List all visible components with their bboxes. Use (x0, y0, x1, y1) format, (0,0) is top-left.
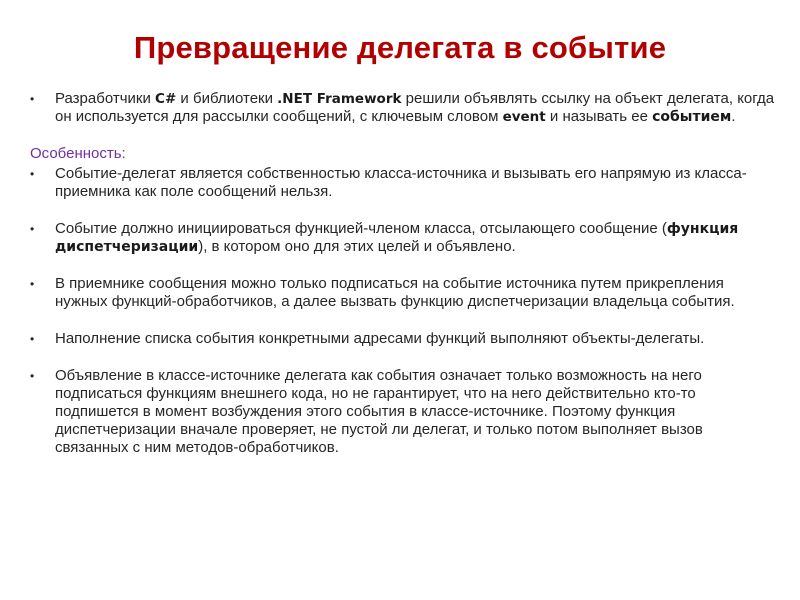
slide-body (30, 90, 780, 476)
bullet-icon: • (30, 92, 35, 106)
keyword-dispatch-function: функция диспетчеризации (55, 221, 739, 255)
slide-title: Превращение делегата в событие (133, 30, 667, 65)
feature-bullet (30, 165, 780, 201)
keyword-csharp: C# (155, 91, 177, 107)
feature-text: В приемнике сообщения можно только подписаться на событие источника путем прикрепления нужных функций-обработчиков, а далее вызвать функцию диспетчеризации владельца события. (55, 275, 735, 310)
keyword-sobytiem: событием (652, 109, 732, 125)
bullet-icon: • (30, 332, 35, 346)
intro-text-1: Разработчики (55, 90, 156, 107)
feature-bullet (30, 367, 780, 457)
intro-text-2: и библиотеки (176, 90, 278, 107)
intro-bullet (30, 90, 780, 126)
bullet-icon: • (30, 277, 35, 291)
intro-text-4: и называть ее (545, 108, 653, 125)
feature-text: Объявление в классе-источнике делегата как события означает только возможность на него подписаться функциям внешнего кода, но не гарантирует, что на него действительно кто-то подпишется в момент возбуждения этого события в классе-источнике. Поэтому функция диспетчеризации вначале проверяет, не пустой ли делегат, и только потом выполняет вызов связанных с ним методов-обработчиков. (55, 367, 703, 456)
intro-text-3: решили объявлять ссылку на объект делегата, когда он используется для рассылки сообщений, с ключевым словом (55, 90, 775, 125)
section-label-feature: Особенность: (30, 145, 126, 162)
bullet-icon: • (30, 369, 35, 383)
bullet-icon: • (30, 167, 35, 181)
feature-bullet (30, 275, 780, 311)
feature-text: Событие-делегат является собственностью класса-источника и вызывать его напрямую из класса-приемника как поле сообщений нельзя. (55, 165, 747, 200)
feature-bullet (30, 330, 780, 348)
bullet-icon: • (30, 222, 35, 236)
feature-text: Наполнение списка события конкретными адресами функций выполняют объекты-делегаты. (55, 330, 705, 347)
feature-text: ), в котором оно для этих целей и объявлено. (198, 238, 516, 255)
feature-bullet (30, 220, 780, 256)
keyword-event: event (502, 109, 546, 125)
intro-text-5: . (731, 108, 736, 125)
keyword-net-framework: .NET Framework (277, 91, 402, 107)
feature-text: Событие должно инициироваться функцией-членом класса, отсылающего сообщение ( (55, 220, 667, 237)
